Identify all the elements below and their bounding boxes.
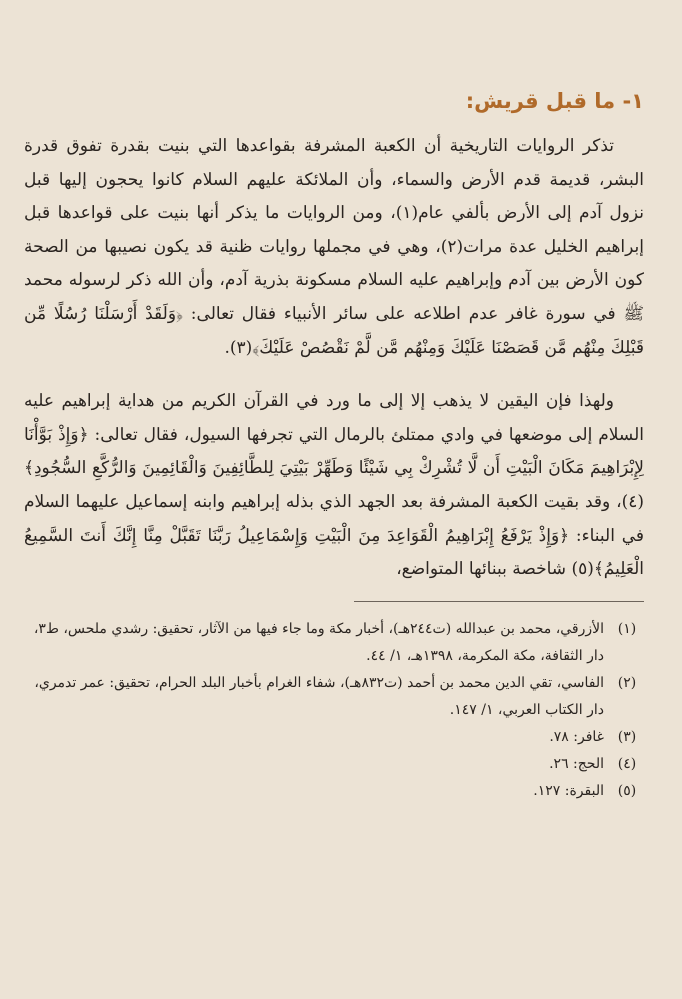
footnote-1	[24, 616, 644, 670]
body-paragraph-1: تذكر الروايات التاريخية أن الكعبة المشرفة بقواعدها التي بنيت بقدرة تفوق قدرة البشر، قديمة قدم الأرض والسماء، وأن الملائكة عليهم السلام كانوا يحجون إليها قبل نزول آدم إلى الأرض بألفي عام(١)، ومن الروايات ما يذكر أنها بنيت على قواعدها قبل إبراهيم الخليل عدة مرات(٢)، وهي في مجملها روايات ظنية قد يكون نصيبها من الصحة كون الأرض بين آدم وإبراهيم عليه السلام مسكونة بذرية آدم، وأن الله ذكر لرسوله محمد ﷺ في سورة غافر عدم اطلاعه على سائر الأنبياء فقال تعالى: ﴿وَلَقَدْ أَرْسَلْنَا رُسُلًا مِّن قَبْلِكَ مِنْهُم مَّن قَصَصْنَا عَلَيْكَ وَمِنْهُم مَّن لَّمْ نَقْصُصْ عَلَيْكَ﴾(٣).	[24, 136, 645, 358]
footnote-text: الفاسي، تقي الدين محمد بن أحمد (ت٨٣٢هـ)، شفاء الغرام بأخبار البلد الحرام، تحقيق: عمر تدمري، دار الكتاب العربي، ١/ ١٤٧.	[34, 674, 604, 718]
footnote-text: البقرة: ١٢٧.	[533, 782, 604, 799]
footnote-divider	[354, 601, 644, 602]
footnote-number: (٢)	[617, 674, 637, 691]
footnote-number: (١)	[617, 620, 637, 637]
footnote-4	[24, 751, 644, 778]
footnote-2	[24, 670, 644, 724]
footnote-number: (٣)	[617, 728, 637, 745]
footnote-number: (٤)	[617, 755, 637, 772]
footnote-text: غافر: ٧٨.	[549, 728, 604, 745]
footnote-text: الأزرقي، محمد بن عبدالله (ت٢٤٤هـ)، أخبار مكة وما جاء فيها من الآثار، تحقيق: رشدي ملحس، ط٣، دار الثقافة، مكة المكرمة، ١٣٩٨هـ، ١/ ٤٤.	[33, 620, 604, 664]
section-heading: ١- ما قبل قريش:	[465, 89, 644, 113]
footnotes	[24, 616, 644, 805]
footnote-5	[24, 778, 644, 805]
footnote-number: (٥)	[617, 782, 637, 799]
footnote-3	[24, 724, 644, 751]
body-paragraph-2: ولهذا فإن اليقين لا يذهب إلا إلى ما ورد في القرآن الكريم من هداية إبراهيم عليه السلام إلى موضعها في وادي ممتلئ بالرمال التي تجرفها السيول، فقال تعالى: ﴿وَإِذْ بَوَّأْنَا لِإِبْرَاهِيمَ مَكَانَ الْبَيْتِ أَن لَّا تُشْرِكْ بِي شَيْئًا وَطَهِّرْ بَيْتِيَ لِلطَّائِفِينَ وَالْقَائِمِينَ وَالرُّكَّعِ السُّجُودِ﴾(٤)، وقد بقيت الكعبة المشرفة بعد الجهد الذي بذله إبراهيم وابنه إسماعيل عليهما السلام في البناء: ﴿وَإِذْ يَرْفَعُ إِبْرَاهِيمُ الْقَوَاعِدَ مِنَ الْبَيْتِ وَإِسْمَاعِيلُ رَبَّنَا تَقَبَّلْ مِنَّا إِنَّكَ أَنتَ السَّمِيعُ الْعَلِيمُ﴾(٥) شاخصة ببنائها المتواضع،	[24, 391, 644, 580]
footnote-text: الحج: ٢٦.	[549, 755, 604, 772]
